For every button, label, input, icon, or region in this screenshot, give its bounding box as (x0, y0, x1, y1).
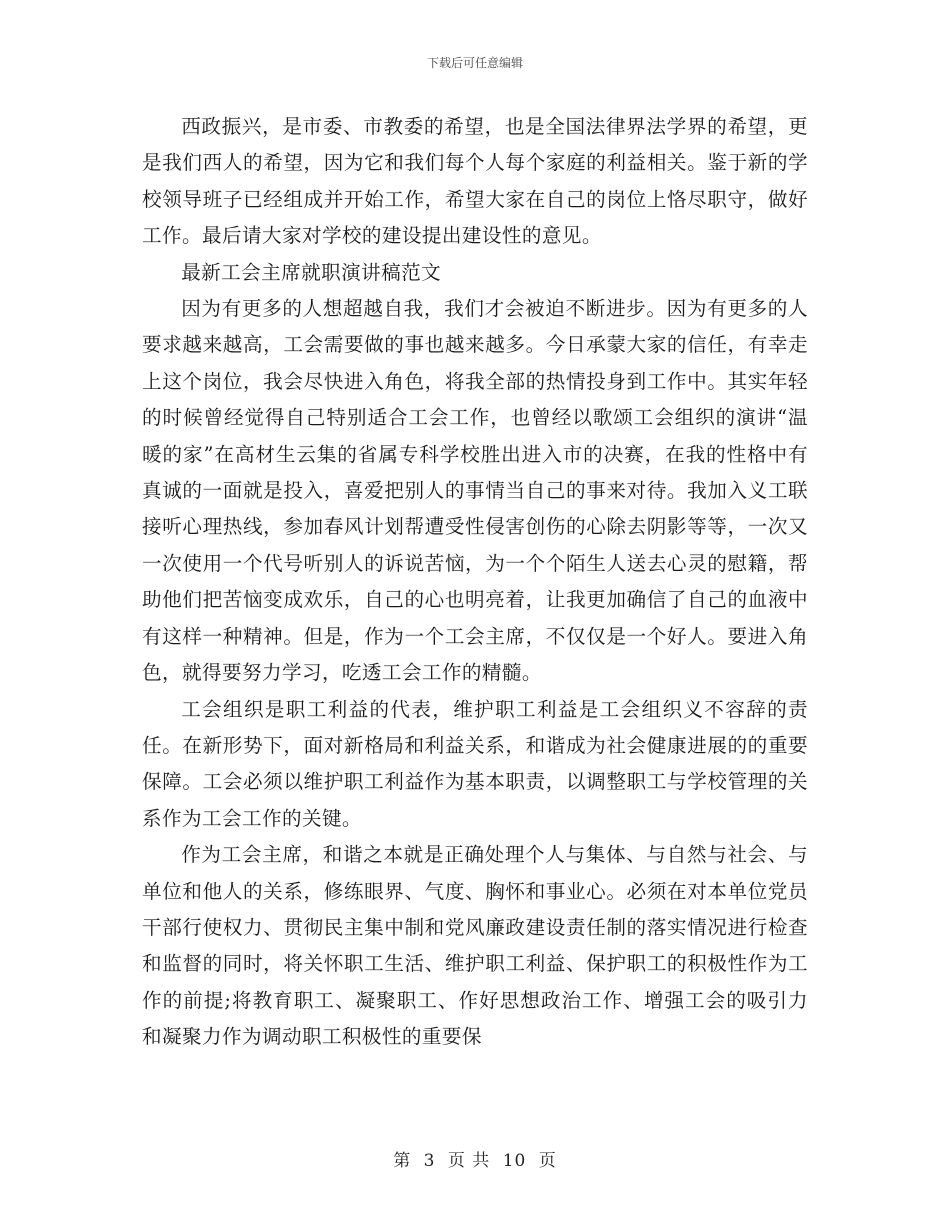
footer-current-page: 3 (423, 1151, 436, 1171)
footer-suffix: 页 (538, 1151, 557, 1171)
footer-prefix: 第 (393, 1151, 412, 1171)
document-body (142, 109, 808, 1056)
paragraph-school-revival: 西政振兴，是市委、市教委的希望，也是全国法律界法学界的希望，更是我们西人的希望，因为它和我们每个人每个家庭的利益相关。鉴于新的学校领导班子已经组成并开始工作，希望大家在自己的岗位上恪尽职守，做好工作。最后请大家对学校的建设提出建设性的意见。 (142, 115, 808, 248)
paragraph-self-introduction: 因为有更多的人想超越自我，我们才会被迫不断进步。因为有更多的人要求越来越高，工会需要做的事也越来越多。今日承蒙大家的信任，有幸走上这个岗位，我会尽快进入角色，将我全部的热情投身到工作中。其实年轻的时候曾经觉得自己特别适合工会工作，也曾经以歌颂工会组织的演讲“温暖的家”在高材生云集的省属专科学校胜出进入市的决赛，在我的性格中有真诚的一面就是投入，喜爱把别人的事情当自己的事来对待。我加入义工联接听心理热线，参加春风计划帮遭受性侵害创伤的心除去阴影等等，一次又一次使用一个代号听别人的诉说苦恼，为一个个陌生人送去心灵的慰籍，帮助他们把苦恼变成欢乐，自己的心也明亮着，让我更加确信了自己的血液中有这样一种精神。但是，作为一个工会主席，不仅仅是一个好人。要进入角色，就得要努力学习，吃透工会工作的精髓。 (142, 297, 808, 685)
paragraph-harmony: 作为工会主席，和谐之本就是正确处理个人与集体、与自然与社会、与单位和他人的关系，修练眼界、气度、胸怀和事业心。必须在对本单位党员干部行使权力、贯彻民主集中制和党风廉政建设责任制的落实情况进行检查和监督的同时，将关怀职工生活、维护职工利益、保护职工的积极性作为工作的前提;将教育职工、凝聚职工、作好思想政治工作、增强工会的吸引力和凝聚力作为调动职工积极性的重要保 (142, 843, 808, 1049)
section-title: 最新工会主席就职演讲稿范文 (181, 260, 442, 284)
paragraph-union-responsibility: 工会组织是职工利益的代表，维护职工利益是工会组织义不容辞的责任。在新形势下，面对新格局和利益关系，和谐成为社会健康进展的的重要保障。工会必须以维护职工利益作为基本职责，以调整职工与学校管理的关系作为工会工作的关键。 (142, 697, 808, 830)
page-footer (0, 1146, 950, 1171)
footer-total-pages: 10 (502, 1151, 527, 1171)
footer-middle: 页 共 (447, 1151, 491, 1171)
page-header-note: 下载后可任意编辑 (426, 56, 523, 70)
